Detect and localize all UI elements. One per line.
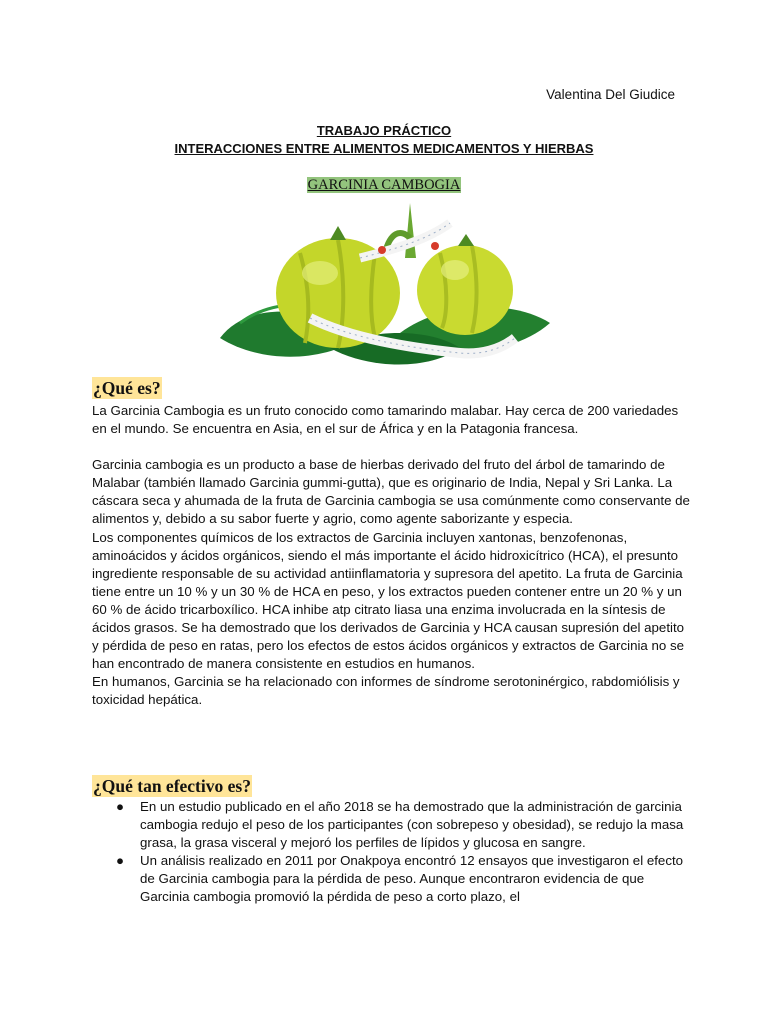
paragraph: Garcinia cambogia es un producto a base de hierbas derivado del fruto del árbol de tamarindo de Malabar (también llamado Garcinia gummi-gutta), que es originario de India, Nepal y Sri Lanka. La cáscara seca y ahumada de la fruta de Garcinia cambogia se usa comúnmente como conservante de alimentos y, debido a su sabor fuerte y agrio, como agente saborizante y especia. (92, 457, 690, 527)
subject-heading-text: GARCINIA CAMBOGIA (307, 177, 461, 193)
section-heading-que-tan-efectivo: ¿Qué tan efectivo es? (93, 776, 251, 796)
author-name: Valentina Del Giudice (546, 87, 675, 102)
subject-heading (0, 176, 768, 194)
paragraph: En humanos, Garcinia se ha relacionado con informes de síndrome serotoninérgico, rabdomiólisis y toxicidad hepática. (92, 674, 680, 708)
title-line-1: TRABAJO PRÁCTICO (316, 123, 452, 138)
document-title (0, 122, 768, 158)
section-heading-que-es: ¿Qué es? (93, 378, 161, 398)
garcinia-fruit-illustration-icon (210, 198, 555, 378)
title-line-2: INTERACCIONES ENTRE ALIMENTOS MEDICAMENTOS Y HIERBAS (174, 141, 594, 156)
list-item-text: Un análisis realizado en 2011 por Onakpoya encontró 12 ensayos que investigaron el efecto de Garcinia cambogia para la pérdida de peso. Aunque encontraron evidencia de que Garcinia cambogia promovió la pérdida de peso a corto plazo, el (140, 853, 684, 905)
section-body-que-es (92, 402, 692, 710)
paragraph: La Garcinia Cambogia es un fruto conocido como tamarindo malabar. Hay cerca de 200 variedades en el mundo. Se encuentra en Asia, en el sur de África y en la Patagonia francesa. (92, 403, 679, 437)
list-item (92, 852, 692, 906)
bullet-icon: ● (116, 853, 125, 869)
list-item (92, 798, 692, 852)
list-item-text: En un estudio publicado en el año 2018 se ha demostrado que la administración de garcinia cambogia redujo el peso de los participantes (con sobrepeso y obesidad), se redujo la masa grasa, la grasa visceral y mejoró los perfiles de lípidos y glucosa en sangre. (140, 799, 684, 851)
effectiveness-list (92, 798, 692, 907)
bullet-icon: ● (116, 799, 125, 814)
paragraph: Los componentes químicos de los extractos de Garcinia incluyen xantonas, benzofenonas, aminoácidos y ácidos orgánicos, siendo el más importante el ácido hidroxicítrico (HCA), el presunto ingrediente responsable de su actividad antiinflamatoria y supresora del apetito. La fruta de Garcinia tiene entre un 10 % y un 30 % de HCA en peso, y los extractos pueden contener entre un 20 % y un 60 % de ácido tricarboxílico. HCA inhibe atp citrato liasa una enzima involucrada en la síntesis de ácidos grasos. Se ha demostrado que los derivados de Garcinia y HCA causan supresión del apetito y pérdida de peso en ratas, pero los efectos de estos ácidos orgánicos y extractos de Garcinia no se han encontrado de manera consistente en estudios en humanos. (92, 529, 685, 672)
